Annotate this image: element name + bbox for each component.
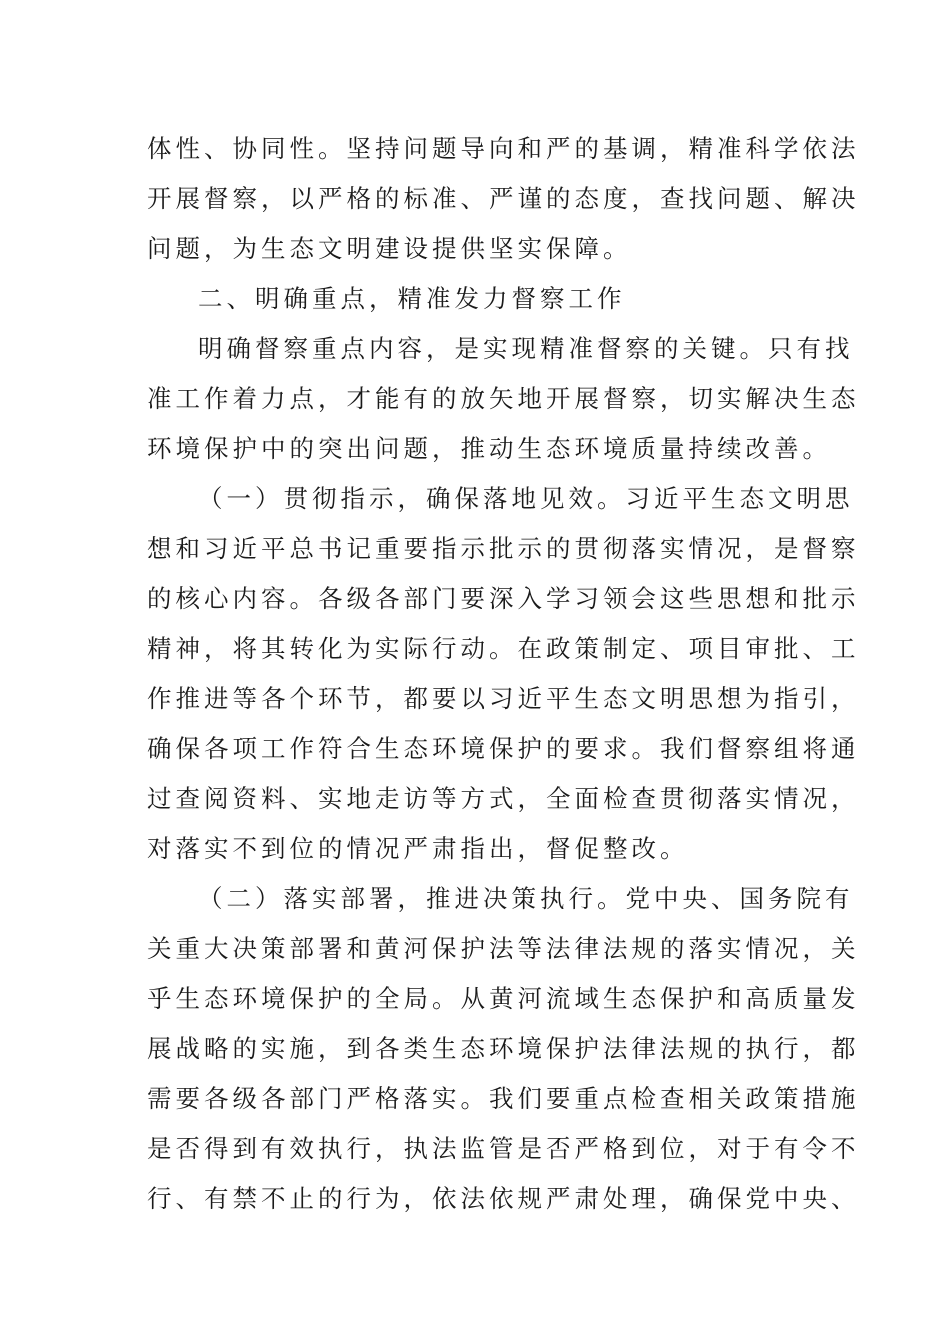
text-line: 问题，为生态文明建设提供坚实保障。: [147, 234, 632, 263]
subsection-first-line: （一）贯彻指示，确保落地见效。习近平生态文明思: [198, 484, 854, 513]
subsection-first-line: （二）落实部署，推进决策执行。党中央、国务院有: [198, 884, 854, 913]
text-line: 准工作着力点，才能有的放矢地开展督察，切实解决生态: [147, 384, 860, 413]
text-line: 体性、协同性。坚持问题导向和严的基调，精准科学依法: [147, 134, 860, 163]
paragraph-first-line: 明确督察重点内容，是实现精准督察的关键。只有找: [198, 334, 854, 363]
text-line: 想和习近平总书记重要指示批示的贯彻落实情况，是督察: [147, 534, 860, 563]
text-line: 开展督察，以严格的标准、严谨的态度，查找问题、解决: [147, 184, 860, 213]
text-line: 对落实不到位的情况严肃指出，督促整改。: [147, 834, 689, 863]
text-line: 作推进等各个环节，都要以习近平生态文明思想为指引，: [147, 684, 860, 713]
text-line: 乎生态环境保护的全局。从黄河流域生态保护和高质量发: [147, 984, 860, 1013]
text-line: 精神，将其转化为实际行动。在政策制定、项目审批、工: [147, 634, 860, 663]
text-line: 行、有禁不止的行为，依法依规严肃处理，确保党中央、: [147, 1184, 860, 1213]
text-line: 环境保护中的突出问题，推动生态环境质量持续改善。: [147, 434, 831, 463]
text-line: 的核心内容。各级各部门要深入学习领会这些思想和批示: [147, 584, 860, 613]
text-line: 是否得到有效执行，执法监管是否严格到位，对于有令不: [147, 1134, 860, 1163]
section-heading: 二、明确重点，精准发力督察工作: [198, 284, 626, 313]
text-line: 过查阅资料、实地走访等方式，全面检查贯彻落实情况，: [147, 784, 860, 813]
text-line: 关重大决策部署和黄河保护法等法律法规的落实情况，关: [147, 934, 860, 963]
text-line: 展战略的实施，到各类生态环境保护法律法规的执行，都: [147, 1034, 860, 1063]
text-line: 需要各级各部门严格落实。我们要重点检查相关政策措施: [147, 1084, 860, 1113]
text-line: 确保各项工作符合生态环境保护的要求。我们督察组将通: [147, 734, 860, 763]
